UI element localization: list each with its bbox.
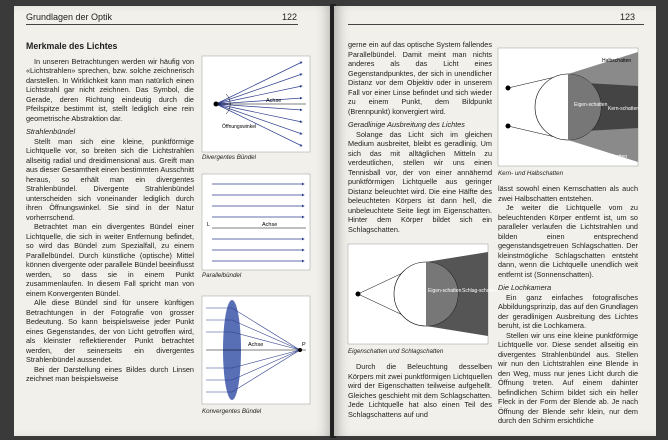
divergent-bundle-figure (202, 56, 310, 152)
paragraph: lässt sowohl einen Kernschatten als auch zwei Halbschatten entstehen. (498, 184, 638, 203)
right-page (334, 6, 656, 436)
subheading: Die Lochkamera (498, 283, 552, 292)
paragraph: Betrachtet man ein divergentes Bündel einer Lichtquelle, die sich in weiter Entfernung befindet, so wird das Bündel zum Spezialfall, zu einem Parallelbündel. Durch künstliche (optische) Mittel können divergente oder parallele Bündel beeinflusst werden, so dass sie in einem Punkt zusammenlaufen. In diesem Fall spricht man von einem Konvergenten Bündel. (26, 222, 194, 298)
subheading: Geradlinige Ausbreitung des Lichtes (348, 120, 465, 129)
axis-label: Achse (248, 342, 264, 348)
source-label: L (207, 222, 211, 228)
right-text-column-1 (348, 40, 492, 234)
paragraph: Je weiter die Lichtquelle vom zu beleuchtenden Körper entfernt ist, um so paralleler verlaufen die Lichtstrahlen und bilden einen entsprechend gegenstandsgetreuen Schlagschatten. Der kleinstmögliche Schlagschatten entsteht dann, wenn die Lichtquelle unendlich weit entfernt ist (Sonnenschatten). (498, 203, 638, 279)
kernschatten-figure (498, 48, 638, 166)
focus-label: P (302, 342, 306, 348)
running-header-title: Grundlagen der Optik (26, 12, 113, 22)
eigenschatten-label: Eigen-schatten (428, 288, 462, 294)
subheading: Strahlenbündel (26, 127, 76, 136)
section-heading: Merkmale des Lichtes (26, 41, 118, 51)
page-number-right: 123 (620, 12, 636, 22)
axis-label: Achse (262, 222, 278, 228)
figure-caption: Eigenschatten und Schlagschatten (348, 348, 444, 355)
paragraph: Ein ganz einfaches fotografisches Abbildungsprinzip, das auf den Grundlagen der geradlinigen Ausbreitung des Lichtes beruht, ist die Lochkamera. (498, 292, 638, 330)
figure-caption: Kern- und Halbschatten (498, 170, 564, 177)
paragraph: Stellt man sich eine kleine, punktförmige Lichtquelle vor, so breiten sich die Lichtstrahlen allseitig radial und dreidimensional aus. Greift man aus dieser Gesamtheit einen bestimmten Ausschnitt heraus, so erhält man ein divergentes Strahlenbündel. Divergente Strahlenbündel unterscheiden sich voneinander lediglich durch ihren Öffnungswinkel. Sie sind in der Natur vorherrschend. (26, 136, 194, 222)
right-text-column-1-bottom (348, 362, 492, 419)
figure-caption: Konvergentes Bündel (202, 408, 262, 415)
header-rule (26, 24, 298, 25)
angle-label: Öffnungswinkel (222, 124, 257, 130)
paragraph: In unseren Betrachtungen werden wir häufig von «Lichtstrahlen» sprechen, bzw. solche zeichnerisch darstellen. In Wirklichkeit kann man natürlich einen Lichtstrahl gar nicht zeichnen. Das Symbol, die Gerade, deren Richtung eindeutig durch die Pfeilspitze bestimmt ist, stellt lediglich eine rein geometrische Abstraktion dar. (26, 56, 194, 123)
left-page (14, 6, 332, 436)
paragraph: Bei der Darstellung eines Bildes durch Linsen zeichnet man beispielsweise (26, 364, 194, 383)
axis-label: Achse (266, 98, 282, 104)
eigenschatten-label: Eigen-schatten (574, 102, 608, 108)
header-rule (348, 24, 644, 25)
page-number-left: 122 (282, 12, 298, 22)
kernschatten-label: Kern-schatten (608, 106, 640, 112)
left-text-column (26, 42, 194, 384)
convergent-bundle-figure (202, 296, 310, 404)
figure-caption: Parallelbündel (202, 272, 242, 279)
halbschatten-top-label: Halbschatten (602, 58, 632, 64)
paragraph: Durch die Beleuchtung desselben Körpers mit zwei punktförmigen Lichtquellen wird der Eigenschatten teilweise aufgehellt. Gleiches geschieht mit dem Schlagschatten. Jede Lichtquelle hat also einen Teil des Schlagschattens auf und (348, 362, 492, 419)
paragraph: gerne ein auf das optische System fallendes Parallelbündel. Damit meint man nichts anderes als das Licht eines Gegenstandpunktes, der sich in unendlicher Distanz vor dem Objektiv oder in unserem Fall vor einer Linse befindet und sich wieder zu einem Punkt, dem Bildpunkt (Brennpunkt) konvergiert wird. (348, 40, 492, 116)
paragraph: Stellen wir uns eine kleine punktförmige Lichtquelle vor. Diese sendet allseitig ein divergentes Strahlenbündel aus. Stellen wir nun den Lichtstrahlen eine Blende in den Weg, muss nur jenes Licht durch die Öffnung treten. Auf einem dahinter befindlichen Schirm bildet sich ein heller Fleck in der Form der Blende ab. Je nach Öffnung der Blende sehr klein, nur dem durch den Schirm ersichtliche (498, 330, 638, 425)
parallel-bundle-figure (202, 174, 310, 270)
paragraph: Solange das Licht sich im gleichen Medium ausbreitet, bleibt es geradlinig. Um sich das mit alltäglichen Mitteln zu verdeutlichen, stellen wir uns einen Tennisball vor, der von einer annähernd punktförmigen Lichtquelle aus geringer Distanz beleuchtet wird. Die eine Hälfte des beleuchteten Körpers ist dann hell, die unbeleuchtete Seite liegt im Eigenschatten. Hinter dem Körper bildet sich ein Schlagschatten. (348, 129, 492, 234)
halbschatten-bottom-label: Halbschatten (598, 154, 628, 160)
schlagschatten-label: Schlag-schatten (462, 288, 498, 294)
paragraph: Alle diese Bündel sind für unsere künftigen Betrachtungen in der Fotografie von grosser Bedeutung. So kann beispielsweise jeder Punkt eines Gegenstandes, der von Licht getroffen wird, als kleinster reflektierender Punkt betrachtet werden, der seinerseits ein divergentes Strahlenbündel aussendet. (26, 298, 194, 364)
eigenschatten-figure (348, 244, 498, 344)
figure-caption: Divergentes Bündel (202, 154, 257, 161)
right-text-column-2 (498, 184, 638, 426)
